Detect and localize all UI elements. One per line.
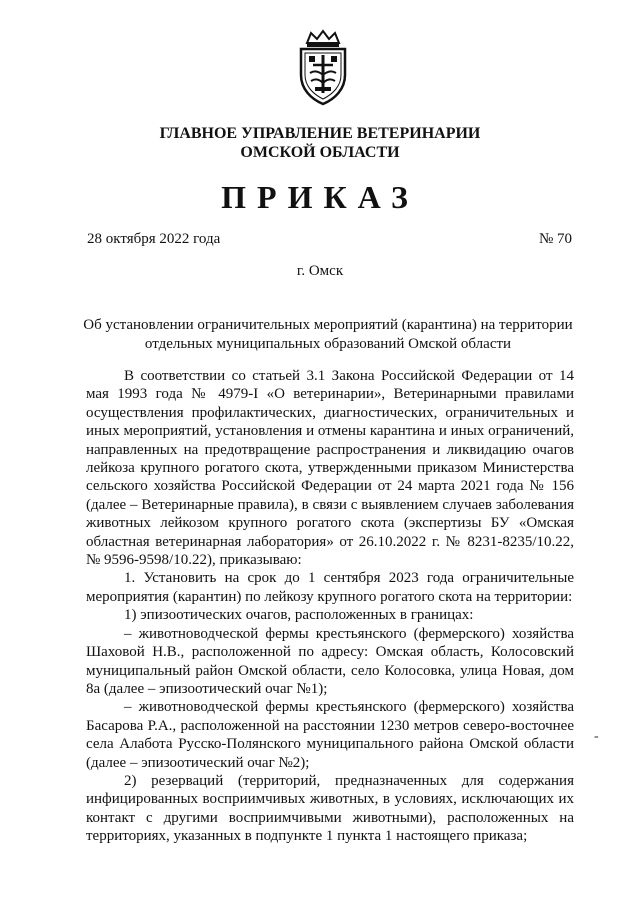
margin-mark: - — [594, 729, 599, 744]
paragraph-focus-2: – животноводческой фермы крестьянского (фермерского) хозяйства Басарова Р.А., расположенной на расстоянии 1230 метров северо-восточнее села Алабота Русско-Полянского муниципального района Омской области (далее – эпизоотический очаг №2); — [86, 699, 574, 771]
organization-name-line1: ГЛАВНОЕ УПРАВЛЕНИЕ ВЕТЕРИНАРИИ — [159, 125, 481, 142]
subject-line2: отдельных муниципальных образований Омской области — [144, 336, 512, 352]
document-number: № 70 — [538, 231, 572, 247]
document-subject — [70, 316, 586, 354]
coat-of-arms-icon — [293, 29, 353, 107]
paragraph-subitem-2: 2) резерваций (территорий, предназначенных для содержания инфицированных восприимчивых животных, в условиях, исключающих их контакт с другими восприимчивыми животными), расположенных на территориях, указанных в подпункте 1 пункта 1 настоящего приказа; — [86, 772, 574, 845]
subject-line1: Об установлении ограничительных мероприятий (карантина) на территории — [83, 317, 573, 333]
document-body — [86, 367, 574, 846]
document-date: 28 октября 2022 года — [87, 231, 221, 247]
paragraph-preamble: В соответствии со статьей 3.1 Закона Российской Федерации от 14 мая 1993 года № 4979-I «О ветеринарии», Ветеринарными правилами осуществления профилактических, диагностических, ограничительных и иных мероприятий, установления и отмены карантина и иных ограничений, направленных на предотвращение распространения и ликвидацию очагов лейкоза крупного рогатого скота, утвержденными приказом Министерства сельского хозяйства Российской Федерации от 24 марта 2021 года № 156 (далее – Ветеринарные правила), в связи с выявлением случаев заболевания животных лейкозом крупного рогатого скота (экспертизы БУ «Омская областная ветеринарная лаборатория» от 26.10.2022 г. № 8231-8235/10.22, № 9596-9598/10.22), приказываю: — [86, 368, 574, 569]
document-type-title: ПРИКАЗ — [221, 179, 419, 215]
organization-name-line2: ОМСКОЙ ОБЛАСТИ — [240, 144, 400, 161]
paragraph-focus-1: – животноводческой фермы крестьянского (фермерского) хозяйства Шаховой Н.В., расположенной по адресу: Омская область, Колосовский муниципальный район Омской области, село Колосовка, улица Новая, дом 8а (далее – эпизоотический очаг №1); — [86, 625, 574, 697]
document-city: г. Омск — [296, 263, 344, 279]
paragraph-subitem-1: 1) эпизоотических очагов, расположенных в границах: — [124, 607, 474, 624]
paragraph-item-1: 1. Установить на срок до 1 сентября 2023 года ограничительные мероприятия (карантин) по лейкозу крупного рогатого скота на территории: — [86, 570, 574, 605]
